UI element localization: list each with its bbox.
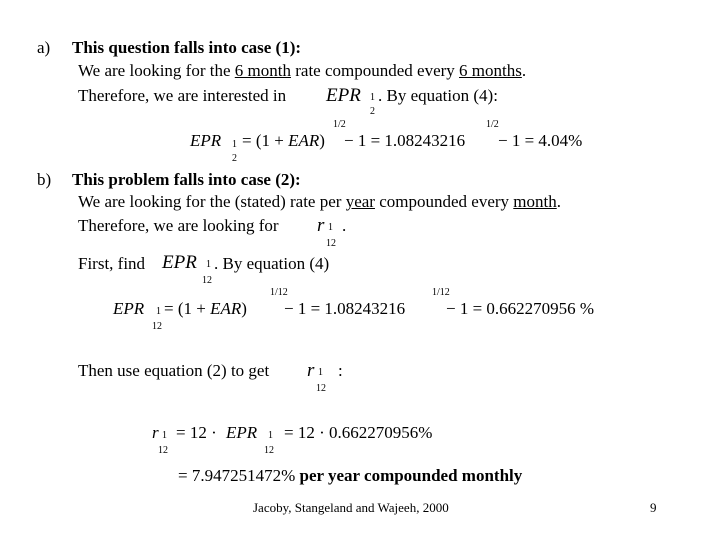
eq-b2-den2: 12 <box>264 445 274 456</box>
part-a-line1: We are looking for the 6 month rate compounded every 6 months. <box>78 61 527 80</box>
line3-num: 1 <box>206 259 211 270</box>
part-b-heading: This problem falls into case (2): <box>72 170 301 189</box>
part-b-line2: Therefore, we are looking for <box>78 216 279 235</box>
frac-num: 1 <box>370 92 375 103</box>
eq-b3: = 7.947251472% per year compounded monthly <box>178 466 523 485</box>
eq-a-result: − 1 = 4.04% <box>498 131 583 150</box>
eq-a-exp1: 1/2 <box>333 119 346 130</box>
eq-a-mid2: − 1 = 1.08243216 <box>344 131 466 150</box>
eq-b1-exp1: 1/12 <box>270 287 288 298</box>
r-var-b4: r <box>307 360 315 381</box>
part-a-line2-post: . By equation (4): <box>378 86 498 105</box>
footer-credit: Jacoby, Stangeland and Wajeeh, 2000 <box>253 500 449 515</box>
eq-b1-lhs: EPR <box>113 299 145 318</box>
part-b-line1: We are looking for the (stated) rate per year compounded every month. <box>78 192 561 211</box>
eq-b1-mid1: = (1 + EAR) <box>164 299 247 318</box>
r-var: r <box>317 215 325 236</box>
line2-num: 1 <box>328 222 333 233</box>
line4-post: : <box>338 361 343 380</box>
eq-b2-var2: EPR <box>226 423 258 442</box>
eq-b1-lhs-den: 12 <box>152 321 162 332</box>
epr-var: EPR <box>326 85 361 106</box>
eq-b2-mid1: = 12 · <box>176 423 217 442</box>
part-a-label: a) <box>37 38 51 57</box>
eq-a-mid1: = (1 + EAR) <box>242 131 325 150</box>
epr-var-b: EPR <box>162 252 197 273</box>
eq-b2-lhs: r <box>152 423 159 442</box>
part-b-line3: First, find <box>78 254 146 273</box>
eq-b1-result: − 1 = 0.662270956 % <box>446 299 595 318</box>
eq-a-lhs-den: 2 <box>232 153 237 164</box>
line4-num: 1 <box>318 367 323 378</box>
eq-b2-lhs-num: 1 <box>162 430 167 441</box>
eq-b1-mid2: − 1 = 1.08243216 <box>284 299 406 318</box>
line2-post: . <box>342 216 347 235</box>
line4-den: 12 <box>316 383 326 394</box>
eq-b1-lhs-num: 1 <box>156 306 161 317</box>
page-number: 9 <box>650 500 657 515</box>
eq-b2-num2: 1 <box>268 430 273 441</box>
part-a-heading: This question falls into case (1): <box>72 38 302 57</box>
part-a-line2: Therefore, we are interested in <box>78 86 287 105</box>
part-b-label: b) <box>37 170 52 189</box>
eq-a: EPR <box>190 131 222 150</box>
line2-den: 12 <box>326 238 336 249</box>
part-b-line4: Then use equation (2) to get <box>78 361 270 380</box>
eq-a-exp2: 1/2 <box>486 119 499 130</box>
line3-den: 12 <box>202 275 212 286</box>
line3-post: . By equation (4) <box>214 254 330 273</box>
eq-b2-result: = 12 · 0.662270956% <box>284 423 433 442</box>
eq-a-lhs-num: 1 <box>232 139 237 150</box>
eq-b1-exp2: 1/12 <box>432 287 450 298</box>
eq-b2-lhs-den: 12 <box>158 445 168 456</box>
frac-den: 2 <box>370 106 375 117</box>
